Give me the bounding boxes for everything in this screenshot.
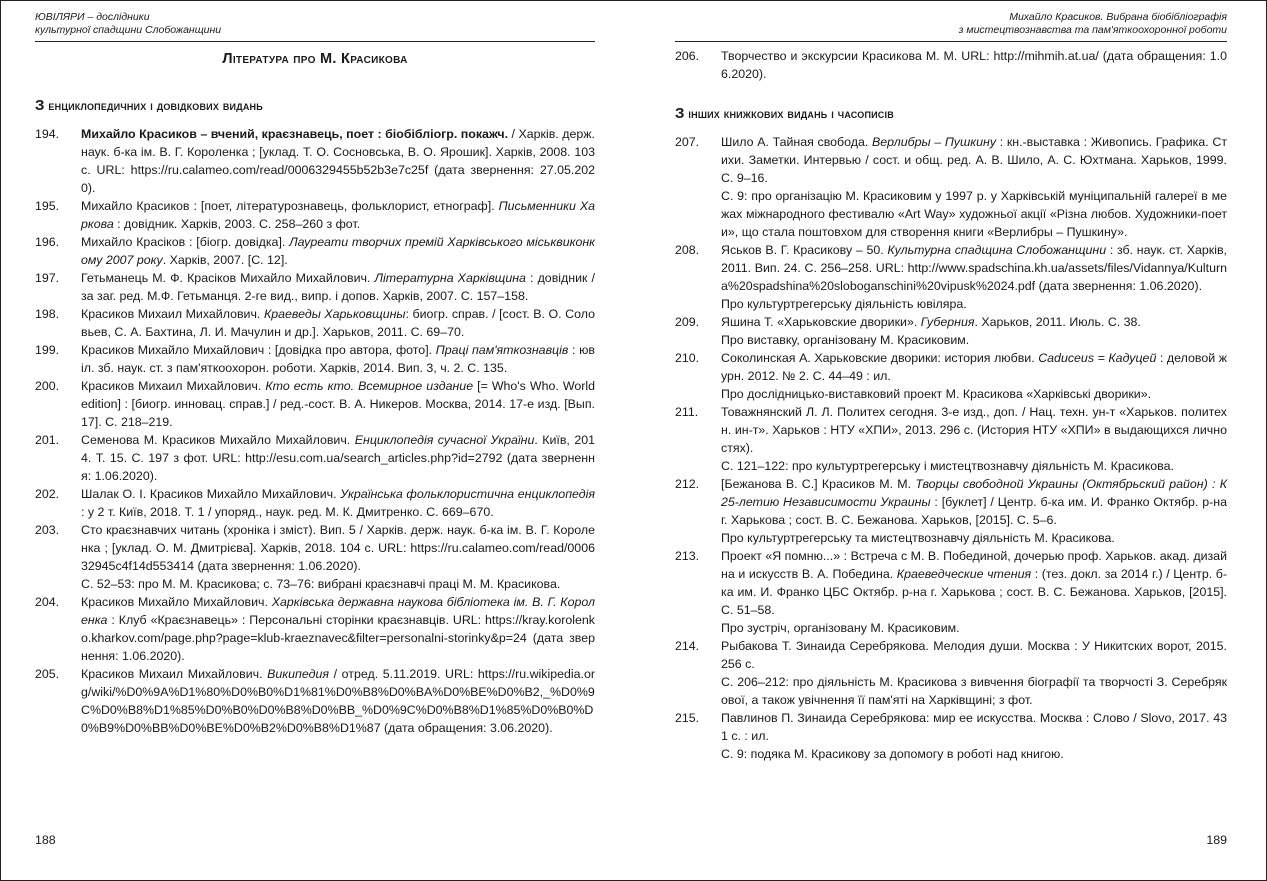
entry-source-italic: Лауреати творчих премій Харківського міськвиконкому 2007 року [81,235,596,267]
entry-text [81,197,595,233]
entry-rest: : довідник. Харків, 2003. С. 258–260 з фот. [113,217,361,231]
entry-source-italic: Википедия [267,667,329,681]
section-heading-initial: З [675,105,685,122]
entry-number: 196. [35,235,60,249]
entry-text [81,485,595,521]
left-running-head-line2: культурної спадщини Слобожанщини [35,24,222,36]
section-heading-initial: З [35,97,45,114]
bibliography-entry [35,341,595,377]
entry-lead: Красиков Михаил Михайлович. [81,667,268,681]
entry-number: 194. [35,127,60,141]
entry-rest: / отред. 5.11.2019. URL: https://ru.wikipedia.org/wiki/%D0%9A%D1%80%D0%B0%D1%81%D0%B8%D0%BA%D0%BE%D0%B2,_%D0%9C%D0%B8%D1%85%D0%B0%D0%B8%D0%BB_%D0%9C%D0%B8%D1%85%D0%B0%D0%B9%D0%BB%D0%BE%D0%B2%D0%B8%D1%87 (дата обращения: 3.06.2020). [81,667,595,735]
entry-lead: Красиков Михаил Михайлович. [81,307,264,321]
entry-rest: : ювіл. зб. наук. ст. з пам'яткоохорон. роботи. Харків, 2014. Вип. 3, ч. 2. С. 135. [81,343,595,375]
bibliography-entry [675,709,1227,763]
entry-lead: Красиков Михайло Михайлович : [довідка про автора, фото]. [81,343,436,357]
right-page [675,1,1227,880]
entry-lead: Красиков Михаил Михайлович. [81,379,266,393]
entry-lead: Сто краєзнавчих читань (хроніка і зміст). Вип. 5 / Харків. держ. наук. б-ка ім. В. Г. Короленка ; [уклад. О. М. Дмитрієва]. Харків, 2018. 104 с. URL: https://ru.calameo.com/read/000632945c4f14d553414 (дата звернення: 1.06.2020). [81,523,595,573]
right-top-entry [675,47,1227,83]
entry-source-italic: Caduceus = Кадуцей [1038,351,1157,365]
bibliography-entry [35,485,595,521]
entry-lead: Семенова М. Красиков Михайло Михайлович. [81,433,355,447]
entry-text [81,305,595,341]
entry-text [721,709,1227,763]
entry-lead: Соколинская А. Харьковские дворики: история любви. [721,351,1039,365]
entry-text [721,637,1227,709]
entry-text [81,233,595,269]
entry-text [721,133,1227,241]
section-heading-rest: енциклопедичних і довідкових видань [44,98,263,113]
entry-lead: Яськов В. Г. Красикову – 50. [721,243,888,257]
entry-source-italic: Губерния [920,315,975,329]
entry-lead: Творчество и экскурсии Красикова М. М. URL: http://mihmih.at.ua/ (дата обращения: 1.06.2020). [721,49,1227,81]
left-content [35,89,595,737]
right-running-head-line2: з мистецтвознавства та пам'яткоохоронної роботи [958,24,1227,36]
bibliography-entry [675,403,1227,475]
entry-text [81,593,595,665]
entry-lead: Товажнянский Л. Л. Политех сегодня. 3-е изд., доп. / Нац. техн. ун-т «Харьков. политехн. ин-т». Харьков : НТУ «ХПИ», 2013. 296 с. (История НТУ «ХПИ» в выдающихся личностях). [721,405,1227,455]
entry-number: 197. [35,271,60,285]
entry-text [81,521,595,593]
entry-source-italic: Верлибры – Пушкину [871,135,997,149]
entry-rest: : довідник / за заг. ред. М.Ф. Гетьманця. 2-ге вид., випр. і допов. Харків, 2007. С. 157–158. [81,271,595,303]
bibliography-entry [35,521,595,593]
bibliography-entry [675,547,1227,637]
bibliography-entry [35,269,595,305]
entry-rest: : деловой журн. 2012. № 2. С. 44–49 : ил. [721,351,1227,383]
entry-text [81,341,595,377]
entry-number: 195. [35,199,60,213]
entry-number: 201. [35,433,60,447]
entry-text [81,665,595,737]
entry-text [81,269,595,305]
entry-lead: Шалак О. І. Красиков Михайло Михайлович. [81,487,341,501]
bibliography-entry [35,197,595,233]
entry-text [721,475,1227,547]
bibliography-entry [35,305,595,341]
entry-source-italic: Харківська державна наукова бібліотека ім. В. Г. Короленка [81,595,595,627]
entry-source-italic: Культурна спадщина Слобожанщини [887,243,1107,257]
bibliography-entry [675,47,1227,83]
entry-annotation: С. 121–122: про культуртрегерську і мистецтвознавчу діяльність М. Красикова. [721,459,1174,473]
page-title: Література про М. Красикова [222,51,408,67]
entry-source-italic: Праці пам'яткознавців [435,343,569,357]
entry-number: 200. [35,379,60,393]
entry-lead: Красиков Михайло Михайлович. [81,595,272,609]
section-heading-encyclopedic [35,97,595,115]
right-entry-list [675,133,1227,763]
bibliography-entry [35,125,595,197]
entry-number: 205. [35,667,60,681]
entry-text [81,431,595,485]
entry-lead: [Бежанова В. С.] Красиков М. М. [721,477,916,491]
entry-number: 199. [35,343,60,357]
section-heading-other [675,105,1227,123]
entry-source-italic: Українська фольклористична енциклопедія [340,487,595,501]
entry-source-italic: Краеведческие чтения [896,567,1032,581]
entry-text [81,125,595,197]
entry-rest: : Клуб «Краєзнавець» : Персональні сторінки краєзнавців. URL: https://kray.korolenko.kharkov.com/page.php?page=klub-kraeznavec&filter=personalni-storinky&p=24 (дата звернення: 1.06.2020). [81,613,595,663]
entry-rest: [= Who's Who. World edition] : [биогр. инновац. справ.] / ред.-сост. В. А. Никеров. Москва, 2014. 17-е изд. [Вып. 17]. С. 218–219. [81,379,595,429]
entry-annotation: Про виставку, організовану М. Красиковим. [721,333,970,347]
entry-annotation: С. 9: подяка М. Красикову за допомогу в роботі над книгою. [721,747,1064,761]
entry-source-italic: Письменники Харкова [81,199,595,231]
bibliography-entry [35,665,595,737]
right-running-head [675,11,1227,42]
entry-annotation: С. 206–212: про діяльність М. Красикова з вивчення біографії та творчості З. Серебрякової, а також увічнення її пам'яті на Харківщині; з фот. [721,675,1227,707]
bibliography-entry [35,593,595,665]
entry-rest: . Харків, 2007. [С. 12]. [162,253,288,267]
entry-lead: Проект «Я помню...» : Встреча с М. В. Побединой, дочерью проф. Харьков. акад. дизайна и искусств В. А. Победина. [721,549,1227,581]
entry-rest: : [буклет] / Центр. б-ка им. И. Франко Октябр. р-на г. Харькова ; сост. В. С. Бежанова. Харьков, [2015]. С. 5–6. [721,495,1227,527]
entry-number: 212. [675,477,700,491]
entry-number: 204. [35,595,60,609]
entry-number: 203. [35,523,60,537]
entry-annotation: Про зустріч, організовану М. Красиковим. [721,621,960,635]
entry-rest: : у 2 т. Київ, 2018. Т. 1 / упоряд., наук. ред. М. К. Дмитренко. С. 669–670. [81,505,494,519]
entry-annotation: Про культуртрегерську та мистецтвознавчу діяльність М. Красикова. [721,531,1115,545]
page-number-left: 188 [35,833,56,847]
right-running-head-line1: Михайло Красиков. Вибрана біобібліографія [1009,11,1227,23]
entry-text [721,241,1227,313]
left-running-head-line1: ЮВІЛЯРИ – дослідники [35,11,150,23]
entry-title-bold: Михайло Красиков – вчений, краєзнавець, поет : біобібліогр. покажч. [81,127,509,141]
entry-lead: Михайло Красиков : [поет, літературознавець, фольклорист, етнограф]. [81,199,499,213]
entry-text [721,403,1227,475]
entry-number: 209. [675,315,700,329]
entry-number: 213. [675,549,700,563]
entry-text [721,547,1227,637]
entry-lead: Павлинов П. Зинаида Серебрякова: мир ее искусства. Москва : Слово / Slovo, 2017. 431 с. : ил. [721,711,1227,743]
entry-annotation: С. 52–53: про М. М. Красикова; с. 73–76: вибрані краєзнавчі праці М. М. Красикова. [81,577,561,591]
entry-source-italic: Творцы свободной Украины (Октябрьский район) : К 25-летию Независимости Украины [721,477,1228,509]
page-number-right: 189 [1206,833,1227,847]
entry-source-italic: Кто есть кто. Всемирное издание [265,379,474,393]
entry-lead: Яшина Т. «Харьковские дворики». [721,315,921,329]
left-running-head [35,11,595,42]
entry-rest: : кн.-выставка : Живопись. Графика. Стихи. Заметки. Интервью / сост. и общ. ред. А. В. Шило, А. С. Юхтмана. Харьков, 1999. С. 9–16. [721,135,1227,185]
entry-number: 208. [675,243,700,257]
entry-rest: : биогр. справ. / [сост. В. О. Соловьев, С. А. Бахтина, Л. И. Мачулин и др.]. Харьков, 2011. С. 69–70. [81,307,595,339]
entry-number: 211. [675,405,699,419]
entry-text [721,313,1227,349]
entry-annotation: Про культуртрегерську діяльність ювіляра. [721,297,967,311]
entry-number: 202. [35,487,60,501]
bibliography-entry [35,431,595,485]
entry-number: 215. [675,711,700,725]
entry-annotation: С. 9: про організацію М. Красиковим у 1997 р. у Харківській муніципальній галереї в межах міжнародного фестивалю «Art Way» художньої акції «Різна любов. Художники-поети», що стала поштовхом для створення книги «Верлибры – Пушкину». [721,189,1227,239]
entry-lead: Шило А. Тайная свобода. [721,135,872,149]
entry-rest: : (тез. докл. за 2014 г.) / Центр. б-ка им. И. Франко ЦБС Октябр. р-на г. Харькова ; сост. В. С. Бежанова. Харьков, [2015]. С. 51–58. [721,567,1227,617]
right-content [675,47,1227,763]
bibliography-entry [675,133,1227,241]
entry-lead: Рыбакова Т. Зинаида Серебрякова. Мелодия души. Москва : У Никитских ворот, 2015. 256 с. [721,639,1227,671]
entry-rest: . Харьков, 2011. Июль. С. 38. [974,315,1141,329]
bibliography-entry [675,241,1227,313]
entry-source-italic: Енциклопедія сучасної України [354,433,535,447]
entry-source-italic: Краеведы Харьковщины [263,307,406,321]
entry-number: 210. [675,351,700,365]
bibliography-entry [675,349,1227,403]
entry-source-italic: Літературна Харківщина [374,271,526,285]
entry-lead: Михайло Красіков : [біогр. довідка]. [81,235,290,249]
section-heading-rest: інших книжкових видань і часописів [684,106,894,121]
entry-lead: Гетьманець М. Ф. Красіков Михайло Михайлович. [81,271,375,285]
entry-text [721,349,1227,403]
entry-number: 214. [675,639,700,653]
left-page [35,1,595,880]
bibliography-entry [35,233,595,269]
entry-annotation: Про дослідницько-виставковий проект М. Красикова «Харківські дворики». [721,387,1152,401]
bibliography-entry [675,637,1227,709]
bibliography-entry [675,475,1227,547]
left-entry-list [35,125,595,737]
bibliography-entry [675,313,1227,349]
entry-rest: : зб. наук. ст. Харків, 2011. Вип. 24. С. 256–258. URL: http://www.spadschina.kh.ua/assets/files/Vidannya/Kulturna%20spadshina%20sloboganschini%20vipusk%2024.pdf (дата звернення: 1.06.2020). [721,243,1228,293]
entry-number: 198. [35,307,60,321]
entry-number: 206. [675,49,700,63]
entry-rest: . Київ, 2014. Т. 15. С. 197 з фот. URL: http://esu.com.ua/search_articles.php?id=2792 (дата звернення: 1.06.2020). [81,433,596,483]
entry-text [81,377,595,431]
bibliography-entry [35,377,595,431]
entry-number: 207. [675,135,700,149]
entry-rest: / Харків. держ. наук. б-ка ім. В. Г. Короленка ; [уклад. Т. О. Сосновська, В. О. Ярошик]. Харків, 2008. 103 с. URL: https://ru.calameo.com/read/0006329455b52b3e7c25f (дата звернення: 27.05.2020). [81,127,595,195]
entry-text [721,47,1227,83]
